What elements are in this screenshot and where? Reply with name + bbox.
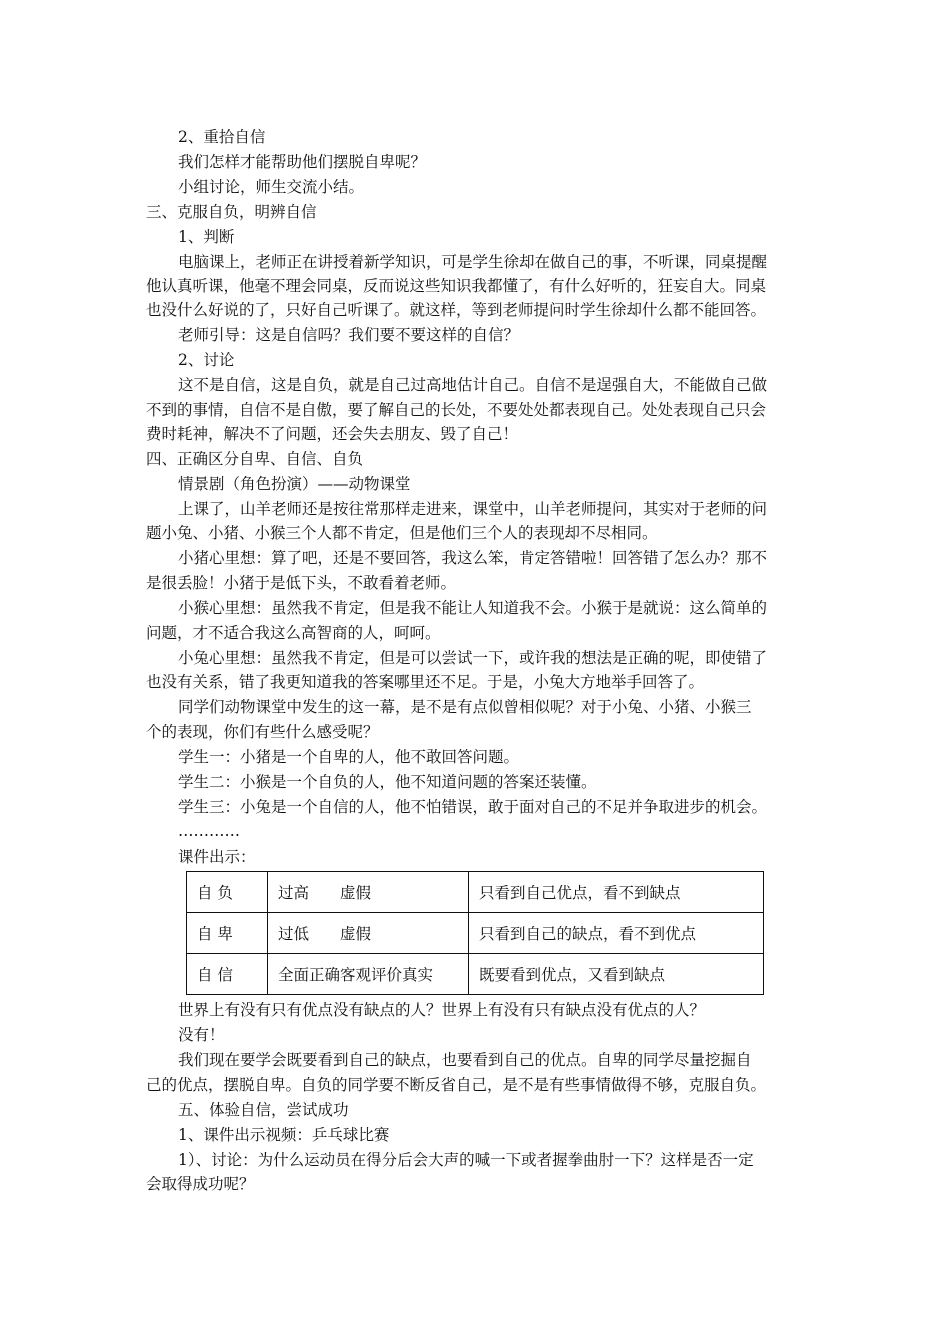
paragraph-line: 课件出示：: [178, 848, 256, 866]
heading-2: 2、重拾自信: [178, 128, 266, 146]
table-cell: 自 卑: [187, 913, 268, 954]
paragraph-line: 1、课件出示视频：乒乓球比赛: [178, 1126, 390, 1144]
paragraph-line: 问题，才不适合我这么高智商的人，呵呵。: [146, 624, 441, 642]
paragraph-line: 小组讨论，师生交流小结。: [178, 178, 365, 196]
paragraph-line: 小兔心里想：虽然我不肯定，但是可以尝试一下，或许我的想法是正确的呢，即使错了: [178, 649, 768, 667]
paragraph-line: 小猴心里想：虽然我不肯定，但是我不能让人知道我不会。小猴于是就说：这么简单的: [178, 599, 768, 617]
paragraph-line: 也没有关系，错了我更知道我的答案哪里还不足。于是，小兔大方地举手回答了。: [146, 673, 705, 691]
paragraph-line: 学生一：小猪是一个自卑的人，他不敢回答问题。: [178, 748, 520, 766]
paragraph-line: 电脑课上，老师正在讲授着新学知识，可是学生徐却在做自己的事，不听课，同桌提醒: [178, 253, 768, 271]
paragraph-line: 学生二：小猴是一个自负的人，他不知道问题的答案还装懂。: [178, 773, 597, 791]
paragraph-line: 不到的事情，自信不是自傲，要了解自己的长处，不要处处都表现自己。处处表现自己只会: [146, 401, 767, 419]
table-row: [187, 913, 764, 954]
section-heading-3: 三、克服自负，明辨自信: [146, 203, 317, 221]
paragraph-line: 己的优点，摆脱自卑。自负的同学要不断反省自己，是不是有些事情做得不够，克服自负。: [146, 1076, 767, 1094]
comparison-table: [186, 871, 764, 995]
paragraph-line: 我们怎样才能帮助他们摆脱自卑呢？: [178, 153, 427, 171]
paragraph-line: 费时耗神，解决不了问题，还会失去朋友、毁了自己！: [146, 425, 519, 443]
paragraph-line: 他认真听课，他毫不理会同桌，反而说这些知识我都懂了，有什么好听的，狂妄自大。同桌: [146, 277, 767, 295]
paragraph-line: 1）、讨论：为什么运动员在得分后会大声的喊一下或者握拳曲肘一下？这样是否一定: [178, 1151, 754, 1169]
paragraph-line: 上课了，山羊老师还是按往常那样走进来，课堂中，山羊老师提问，其实对于老师的问: [178, 500, 768, 518]
table-cell: 自 负: [187, 872, 268, 913]
paragraph-line: 个的表现，你们有些什么感受呢？: [146, 723, 379, 741]
paragraph-line: 题小兔、小猪、小猴三个人都不肯定，但是他们三个人的表现却不尽相同。: [146, 524, 658, 542]
paragraph-line: 也没什么好说的了，只好自己听课了。就这样，等到老师提问时学生徐却什么都不能回答。: [146, 301, 767, 319]
paragraph-line: 是很丢脸！小猪于是低下头，不敢看着老师。: [146, 574, 457, 592]
heading-discuss: 2、讨论: [178, 351, 235, 369]
paragraph-line: 情景剧（角色扮演）——动物课堂: [178, 475, 411, 493]
table-row: [187, 872, 764, 913]
table-row: [187, 954, 764, 995]
ellipsis-line: …………: [178, 822, 240, 840]
paragraph-line: 会取得成功呢？: [146, 1175, 255, 1193]
table-cell: 过低 虚假: [268, 913, 469, 954]
paragraph-line: 我们现在要学会既要看到自己的缺点，也要看到自己的优点。自卑的同学尽量挖掘自: [178, 1051, 752, 1069]
section-heading-4: 四、正确区分自卑、自信、自负: [146, 450, 364, 468]
table-cell: 过高 虚假: [268, 872, 469, 913]
table-cell: 既要看到优点，又看到缺点: [469, 954, 764, 995]
paragraph-line: 世界上有没有只有优点没有缺点的人？世界上有没有只有缺点没有优点的人？: [178, 1001, 706, 1019]
paragraph-line: 老师引导：这是自信吗？我们要不要这样的自信？: [178, 326, 520, 344]
heading-judge: 1、判断: [178, 228, 235, 246]
paragraph-line: 同学们动物课堂中发生的这一幕，是不是有点似曾相似呢？对于小兔、小猪、小猴三: [178, 698, 752, 716]
paragraph-line: 这不是自信，这是自负，就是自己过高地估计自己。自信不是逞强自大，不能做自己做: [178, 376, 768, 394]
paragraph-line: 没有！: [178, 1026, 225, 1044]
table-cell: 自 信: [187, 954, 268, 995]
paragraph-line: 学生三：小兔是一个自信的人，他不怕错误，敢于面对自己的不足并争取进步的机会。: [178, 798, 768, 816]
table-cell: 全面正确客观评价真实: [268, 954, 469, 995]
paragraph-line: 小猪心里想：算了吧，还是不要回答，我这么笨，肯定答错啦！回答错了怎么办？那不: [178, 549, 768, 567]
table-cell: 只看到自己的缺点，看不到优点: [469, 913, 764, 954]
section-heading-5: 五、体验自信，尝试成功: [178, 1101, 349, 1119]
table-cell: 只看到自己优点，看不到缺点: [469, 872, 764, 913]
